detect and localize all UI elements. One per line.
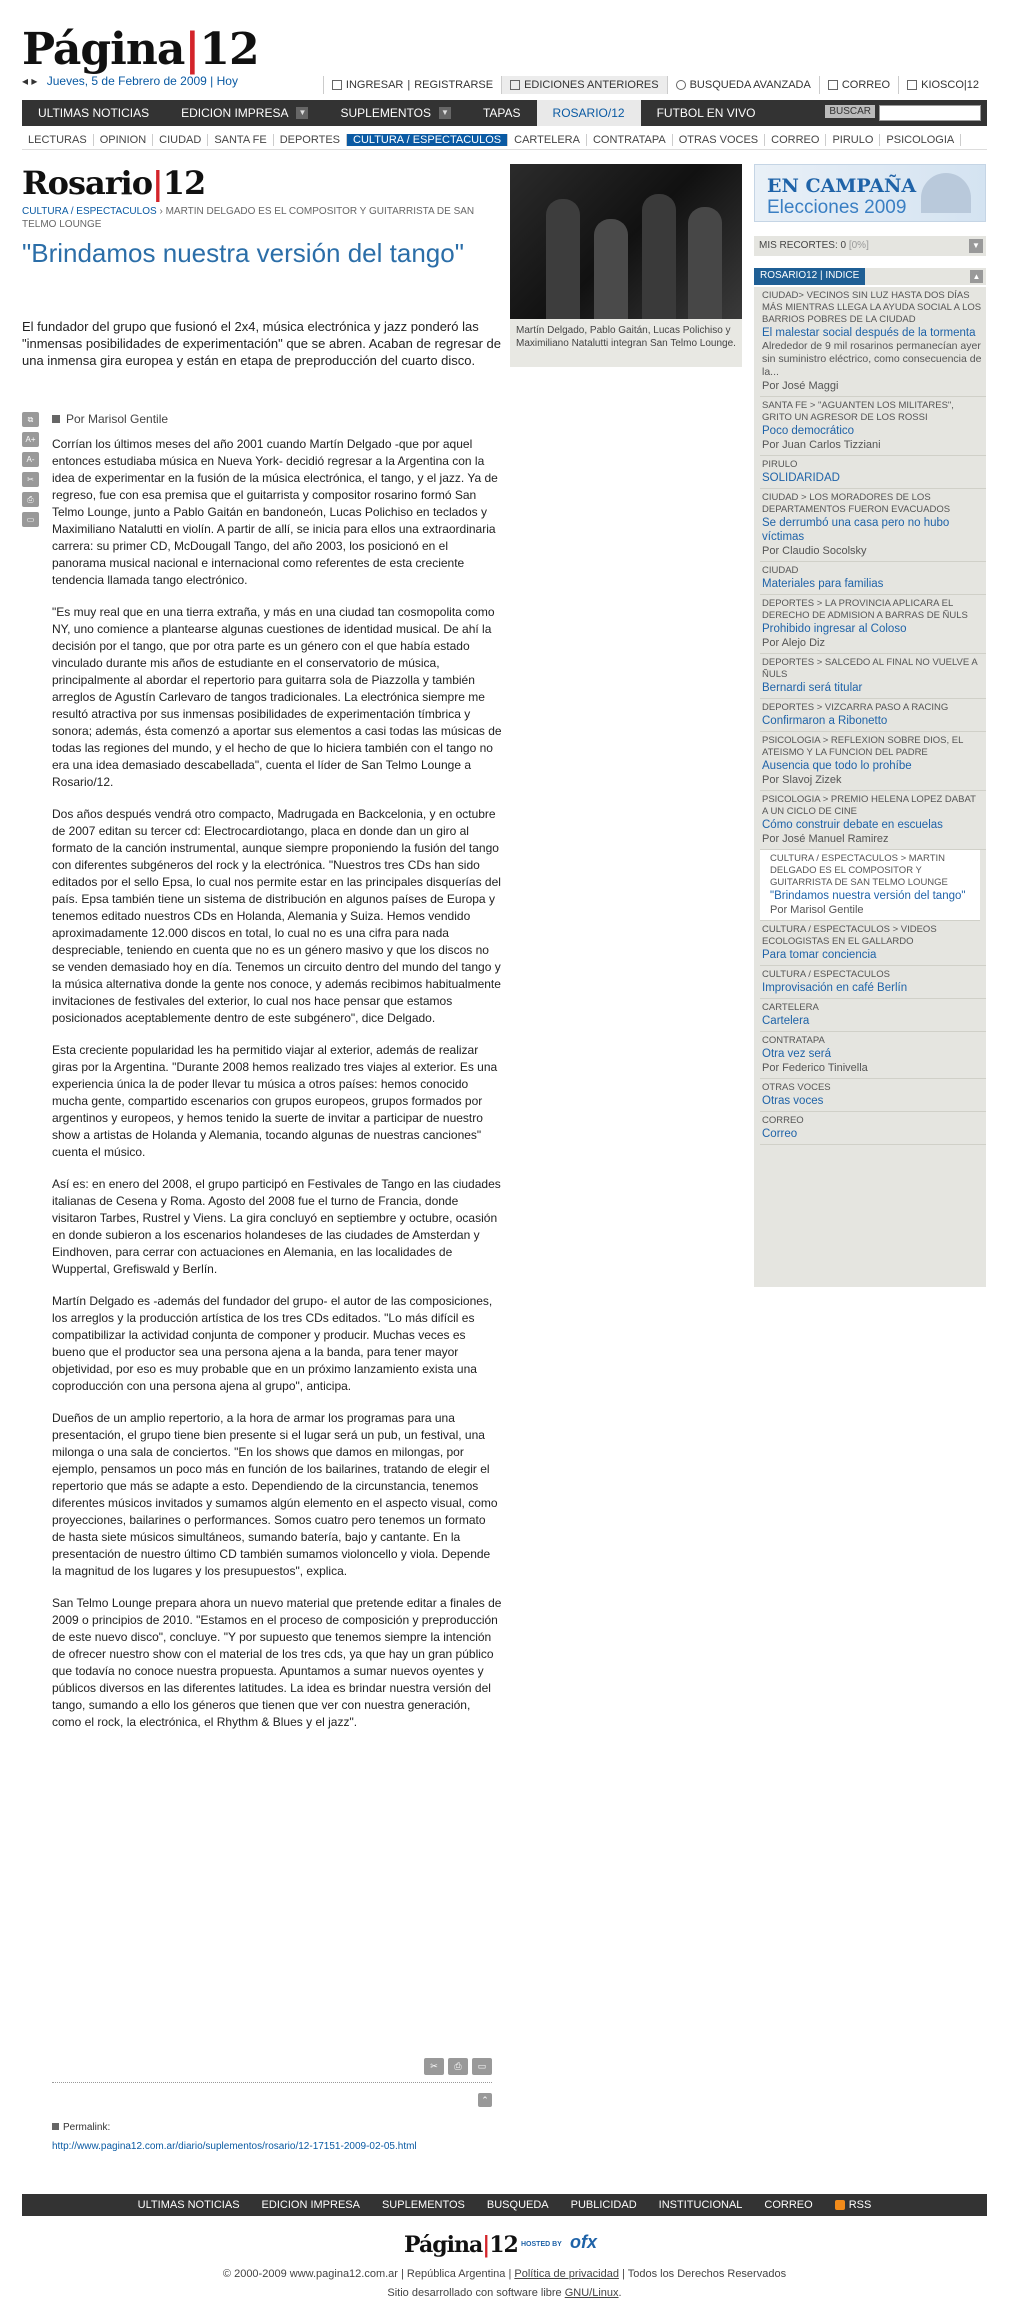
main-nav	[22, 100, 987, 126]
kiosco-link[interactable]	[898, 76, 987, 94]
article-paragraph: Así es: en enero del 2008, el grupo participó en Festivales de Tango en las ciudades italianas de Cesena y Roma. Agosto del 2008 fue el turno de Francia, donde visitaron Tarbes, Rustrel y Viens. La gira concluyó en septiembre y octubre, ocasión en donde subieron a los escenarios holandeses de las ciudades de Amsterdan y Eindhoven, para cerrar con actuaciones en Alemania, en las localidades de Wuppertal, Grefiswald y Berlín.	[52, 1177, 501, 1276]
subnav-lecturas[interactable]: LECTURAS	[22, 134, 94, 146]
calendar-icon	[510, 80, 520, 90]
indice-item[interactable]	[760, 287, 986, 397]
indice-item[interactable]	[760, 791, 986, 850]
article-title: "Brindamos nuestra versión del tango"	[22, 238, 464, 268]
indice-kicker: CIUDAD > LOS MORADORES DE LOS DEPARTAMENTOS FUERON EVACUADOS	[762, 492, 951, 515]
chevron-down-icon[interactable]: ▼	[969, 239, 983, 253]
footer-busqueda[interactable]: BUSQUEDA	[486, 2199, 549, 2211]
indice-item[interactable]	[760, 1112, 986, 1145]
indice-item[interactable]	[760, 562, 986, 595]
footer-nav	[22, 2194, 987, 2216]
indice-item[interactable]	[760, 397, 986, 456]
article-paragraph: Esta creciente popularidad les ha permitido viajar al exterior, además de realizar giras por la Argentina. "Durante 2008 hemos realizado tres viajes al exterior. Es una experiencia única la de poder llevar tu música a otros países: hemos conocido mucha gente, compartido escenarios con grupos europeos, grupos formados por argentinos y europeos, y hemos tenido la suerte de invitar a participar de nuestro show a artistas de Holanda y Alemania, tocando algunas de nuestras canciones" cuenta el músico.	[52, 1043, 498, 1159]
sub-nav	[22, 130, 987, 150]
subnav-santa-fe[interactable]: SANTA FE	[208, 134, 273, 146]
article-paragraph: Dueños de un amplio repertorio, a la hora de armar los programas para una presentación, el grupo tiene bien presente si el lugar será un pub, un festival, una milonga o una sala de conciertos. "En los shows que damos en milongas, por ejemplo, pensamos un poco más en función de los bailarines, tratando de elegir el repertorio que más se adapte a esto. Dependiendo de la circunstancia, tenemos diferentes músicos invitados y sumamos algún elemento en el aspecto visual, como proyecciones, bailarines o performances. Somos cuatro pero tenemos un formato de hasta siete músicos simultáneos, sumando batería, bajo y cantante. En la presentación de nuestro último CD también sumamos violoncello y viola. Depende la magnitud de los lugares y los presupuestos", explica.	[52, 1411, 498, 1578]
footer-rss[interactable]	[835, 2199, 872, 2211]
campaign-title: EN CAMPAÑA	[767, 175, 917, 197]
top-links	[323, 76, 987, 94]
indice-kicker: CULTURA / ESPECTACULOS > MARTIN DELGADO ES EL COMPOSITOR Y GUITARRISTA DE SAN TELMO LOUNGE	[770, 853, 948, 888]
breadcrumb-current: MARTIN DELGADO ES EL COMPOSITOR Y GUITARRISTA DE SAN TELMO LOUNGE	[22, 206, 475, 230]
indice-byline: Por Juan Carlos Tizziani	[762, 439, 881, 451]
breadcrumb-separator: ›	[156, 206, 166, 217]
ediciones-anteriores-link[interactable]	[501, 76, 666, 94]
section-logo[interactable]: Rosario|12	[22, 164, 206, 202]
hoy-link[interactable]: Hoy	[216, 74, 238, 88]
nav-edicion-impresa[interactable]	[165, 100, 324, 126]
indice-headline[interactable]: Ausencia que todo lo prohíbe	[762, 760, 912, 772]
indice-kicker: DEPORTES > LA PROVINCIA APLICARA EL DERECHO DE ADMISION A BARRAS DE ÑULS	[762, 598, 968, 621]
article-photo[interactable]	[510, 164, 742, 319]
indice-kicker: PSICOLOGIA > PREMIO HELENA LOPEZ DABAT A UN CICLO DE CINE	[762, 794, 976, 817]
indice-kicker: CULTURA / ESPECTACULOS	[762, 969, 890, 980]
subnav-deportes[interactable]: DEPORTES	[274, 134, 347, 146]
print-icon[interactable]: ⎙	[22, 492, 39, 507]
nav-label: TAPAS	[482, 106, 521, 120]
footer-suplementos[interactable]: SUPLEMENTOS	[381, 2199, 465, 2211]
congress-dome-icon	[921, 173, 971, 213]
campaign-banner[interactable]	[754, 164, 986, 222]
article-paragraph: Martín Delgado es -además del fundador del grupo- el autor de las composiciones, los arreglos y la producción artística de los tres CDs editados. "Lo más difícil es compatibilizar la actividad conjunta de componer y producir. Muchas veces es bueno que el productor sea una persona ajena a la banda, para tener mayor objetividad, por eso es muy probable que en un próximo lanzamiento exista una coproducción con una persona ajena al grupo", anticipa.	[52, 1294, 493, 1393]
indice-headline[interactable]: Para tomar conciencia	[762, 949, 877, 961]
login-links: INGRESAR | REGISTRARSE	[323, 76, 501, 94]
hosted-by-label: HOSTED BY	[521, 2241, 562, 2248]
indice-item[interactable]	[760, 921, 986, 966]
search-icon	[676, 80, 686, 90]
author-name: Por Marisol Gentile	[66, 412, 169, 426]
search-label: BUSCAR	[825, 105, 875, 118]
cart-icon	[907, 80, 917, 90]
photo-caption: Martín Delgado, Pablo Gaitán, Lucas Polichiso y Maximiliano Natalutti integran San Telmo Lounge.	[510, 319, 742, 367]
search-input[interactable]	[879, 105, 981, 121]
bullet-icon	[52, 2123, 59, 2130]
bullet-icon	[52, 415, 60, 423]
copyright	[0, 2268, 1009, 2280]
footer-correo[interactable]: CORREO	[764, 2199, 813, 2211]
subnav-ciudad[interactable]: CIUDAD	[153, 134, 208, 146]
indice-headline[interactable]: El malestar social después de la tormenta	[762, 327, 976, 339]
busqueda-avanzada-label: BUSQUEDA AVANZADA	[689, 79, 811, 91]
bottom-tools	[424, 2058, 492, 2075]
divider	[52, 2082, 492, 2083]
footer-edicion-impresa[interactable]: EDICION IMPRESA	[261, 2199, 360, 2211]
lock-icon	[332, 80, 342, 90]
nav-rosario12[interactable]	[537, 100, 641, 126]
busqueda-avanzada-link[interactable]	[667, 76, 819, 94]
correo-link[interactable]	[819, 76, 898, 94]
indice-kicker: CIUDAD> VECINOS SIN LUZ HASTA DOS DÍAS MÁS MIENTRAS LLEGA LA AYUDA SOCIAL A LOS BARRIOS POBRES DE LA CIUDAD	[762, 290, 982, 325]
prev-next-arrows-icon[interactable]: ◂ ▸	[22, 74, 38, 88]
indice-kicker: CONTRATAPA	[762, 1035, 825, 1046]
indice-item[interactable]	[760, 699, 986, 732]
subnav-correo[interactable]: CORREO	[765, 134, 826, 146]
subnav-otras-voces[interactable]: OTRAS VOCES	[673, 134, 765, 146]
photo-figure	[546, 199, 580, 319]
photo-figure	[594, 219, 628, 319]
copyright-suffix: | Todos los Derechos Reservados	[622, 2268, 787, 2280]
mail-icon	[828, 80, 838, 90]
rss-icon	[835, 2200, 845, 2210]
subnav-psicologia[interactable]: PSICOLOGIA	[880, 134, 961, 146]
date-text: Jueves, 5 de Febrero de 2009	[46, 74, 207, 88]
indice-item[interactable]	[760, 456, 986, 489]
footer-ultimas-noticias[interactable]: ULTIMAS NOTICIAS	[137, 2199, 240, 2211]
indice-kicker: PSICOLOGIA > REFLEXION SOBRE DIOS, EL ATEISMO Y LA FUNCION DEL PADRE	[762, 735, 964, 758]
software-suffix: .	[618, 2287, 622, 2299]
indice-kicker: DEPORTES > SALCEDO AL FINAL NO VUELVE A ÑULS	[762, 657, 978, 680]
breadcrumb-section-link[interactable]: CULTURA / ESPECTACULOS	[22, 206, 157, 217]
indice-headline[interactable]: Bernardi será titular	[762, 682, 863, 694]
indice-item[interactable]	[760, 966, 986, 999]
indice-byline: Por Slavoj Zizek	[762, 774, 842, 786]
indice-item[interactable]	[760, 489, 986, 562]
indice-kicker: PIRULO	[762, 459, 798, 470]
recortes-count: [0%]	[848, 240, 869, 251]
footer-logo[interactable]: Página|12	[404, 2232, 518, 2258]
recortes-label: MIS RECORTES: 0	[759, 240, 847, 251]
photo-figure	[688, 207, 722, 319]
indice-summary: Alrededor de 9 mil rosarinos permanecían ayer sin suministro eléctrico, como consecuencia de la...	[762, 340, 982, 378]
kiosco-label: KIOSCO|12	[921, 79, 979, 91]
nav-label: ULTIMAS NOTICIAS	[38, 106, 150, 120]
ingresar-link[interactable]: INGRESAR	[345, 79, 404, 91]
chevron-down-icon[interactable]: ▼	[439, 107, 451, 119]
indice-item[interactable]	[760, 732, 986, 791]
indice-kicker: CARTELERA	[762, 1002, 819, 1013]
indice-headline[interactable]: Otra vez será	[762, 1048, 832, 1060]
subnav-pirulo[interactable]: PIRULO	[826, 134, 880, 146]
dateline: ◂ ▸ Jueves, 5 de Febrero de 2009 | Hoy	[22, 74, 238, 88]
clip-icon[interactable]: ⧉	[22, 412, 39, 427]
footer-publicidad[interactable]: PUBLICIDAD	[570, 2199, 637, 2211]
software-text: Sitio desarrollado con software libre	[387, 2287, 562, 2299]
indice-kicker: CORREO	[762, 1115, 804, 1126]
chevron-up-icon[interactable]: ▲	[970, 270, 983, 283]
indice-headline[interactable]: Se derrumbó una casa pero no hubo víctimas	[762, 517, 950, 543]
host-logo[interactable]: ofx	[570, 2232, 597, 2252]
share-icon[interactable]: ✂	[424, 2058, 444, 2075]
indice-list	[754, 287, 986, 1287]
indice-item[interactable]	[760, 654, 986, 699]
campaign-subtitle: Elecciones 2009	[767, 197, 907, 218]
article-paragraph: "Es muy real que en una tierra extraña, y más en una ciudad tan cosmopolita como NY, uno comience a plantearse algunas cuestiones de identidad musical. De ahí la decisión por el tango, que por otra parte es un género con el que había estado vinculado durante mis años de estudiante en el conservatorio de música, principalmente al abordar el repertorio para guitarra sola de Piazzolla y también arreglos de Agustín Carlevaro de tangos tradicionales. La electrónica siempre me resultó atractiva por sus inmensas posibilidades de experimentación tímbrica y sonora; además, ésta comenzó a aportar sus elementos a casi todas las músicas de todas las regiones del mundo, y el hecho de que lo hiciera también con el tango no era una idea demasiado descabellada", cuenta el líder de San Telmo Lounge a Rosario/12.	[52, 605, 502, 789]
subnav-cultura-espectaculos[interactable]: CULTURA / ESPECTACULOS	[347, 134, 508, 146]
indice-headline[interactable]: Confirmaron a Ribonetto	[762, 715, 888, 727]
nav-futbol-en-vivo[interactable]	[641, 100, 772, 126]
nav-label: EDICION IMPRESA	[181, 106, 289, 120]
breadcrumb	[22, 205, 502, 231]
indice-headline[interactable]: Prohibido ingresar al Coloso	[762, 623, 907, 635]
nav-tapas[interactable]	[467, 100, 537, 126]
indice-headline[interactable]: Correo	[762, 1128, 798, 1140]
indice-byline: Por Claudio Socolsky	[762, 545, 867, 557]
nav-suplementos[interactable]	[324, 100, 466, 126]
site-logo[interactable]: Página|12	[22, 24, 259, 75]
article-author	[52, 412, 168, 426]
indice-item[interactable]	[760, 1032, 986, 1079]
comment-icon[interactable]: ▭	[22, 512, 39, 527]
subnav-opinion[interactable]: OPINION	[94, 134, 153, 146]
article-tools	[22, 412, 40, 527]
indice-tag: ROSARIO12 | INDICE	[754, 268, 865, 285]
correo-label: CORREO	[841, 79, 891, 91]
article-paragraph: Dos años después vendrá otro compacto, Madrugada en Backcelonia, y en octubre de 2007 editan su tercer cd: Electrocardiotango, placa en donde dan un giro al formato de la canción instrumental, aunque siempre proponiendo la fusión del tango con diferentes subgéneros del rock y la electrónica. "Nuestros tres CDs han sido editados por el sello Epsa, lo cual nos permite estar en las principales disquerías del país. Epsa también tiene un sistema de distribución en algunos países de Europa y tenemos editado nuestros CDs en Holanda, Alemania y Suiza. Hemos vendido aproximadamente 12.000 discos en total, lo cual no es una cifra para nada despreciable, teniendo en cuenta que no es un género masivo y que los discos no se venden demasiado hoy en día. Tenemos un circuito dentro del mundo del tango y la música alternativa donde la gente nos conoce, y además recibimos habitualmente invitaciones de festivales del exterior, lo cual nos hace pensar que estamos posicionados aceptablemente dentro de este subgénero", dice Delgado.	[52, 807, 501, 1025]
permalink-label-text: Permalink:	[63, 2122, 111, 2133]
font-decrease-icon[interactable]: A-	[22, 452, 39, 467]
print-icon[interactable]: ⎙	[448, 2058, 468, 2075]
article-body	[52, 436, 502, 1746]
photo-figure	[642, 194, 676, 319]
indice-byline: Por Federico Tinivella	[762, 1062, 868, 1074]
indice-byline: Por José Manuel Ramirez	[762, 833, 889, 845]
indice-headline[interactable]: SOLIDARIDAD	[762, 472, 840, 484]
indice-headline[interactable]: Improvisación en café Berlín	[762, 982, 908, 994]
indice-kicker: CIUDAD	[762, 565, 799, 576]
permalink-label	[52, 2122, 110, 2133]
indice-item[interactable]	[760, 999, 986, 1032]
ediciones-anteriores-label: EDICIONES ANTERIORES	[524, 79, 659, 91]
comment-icon[interactable]: ▭	[472, 2058, 492, 2075]
copyright-text: © 2000-2009 www.pagina12.com.ar | República Argentina |	[222, 2268, 512, 2280]
indice-kicker: SANTA FE > "AGUANTEN LOS MILITARES", GRITO UN AGRESOR DE LOS ROSSI	[762, 400, 954, 423]
header	[22, 24, 987, 94]
software-note	[0, 2287, 1009, 2299]
indice-item[interactable]	[760, 850, 980, 921]
article-paragraph: San Telmo Lounge prepara ahora un nuevo material que pretende editar a finales de 2009 o principios de 2010. "Estamos en el proceso de composición y preproducción de este nuevo disco", concluye. "Y por supuesto que tenemos siempre la intención de ofrecer nuestro show con el material de los tres cds, ya que hay un gran público que todavía no conoce nuestra propuesta. Apuntamos a sumar nuevos oyentes y públicos diversos en las diferentes latitudes. La idea es brindar nuestra versión del tango, sumando a ello los géneros que tienen que ver con nuestra generación, como el rock, la electrónica, el Rhythm & Blues y el jazz".	[52, 1596, 502, 1729]
rss-label: RSS	[848, 2199, 872, 2211]
gnu-linux-link[interactable]: GNU/Linux	[564, 2287, 619, 2299]
nav-ultimas-noticias[interactable]	[22, 100, 165, 126]
article-paragraph: Corrían los últimos meses del año 2001 cuando Martín Delgado -que por aquel entonces estudiaba música en Nueva York- decidió regresar a la Argentina con la idea de experimentar en la fusión de la música electrónica, el tango, y el jazz. Ya de regreso, fue con esa premisa que el guitarrista y compositor rosarino formó San Telmo Lounge, junto a Pablo Gaitán en bandoneón, Lucas Polichiso en teclados y Maximiliano Natalutti en violín. A partir de allí, se inicia para ellos una extraordinaria carrera: su primer CD, McDougall Tango, del año 2003, los posicionó en el panorama musical nacional e internacional como referentes de esta creciente tendencia llamada tango electrónico.	[52, 437, 498, 587]
indice-headline[interactable]: Cómo construir debate en escuelas	[762, 819, 943, 831]
subnav-contratapa[interactable]: CONTRATAPA	[587, 134, 673, 146]
chevron-down-icon[interactable]: ▼	[296, 107, 308, 119]
subnav-cartelera[interactable]: CARTELERA	[508, 134, 587, 146]
mis-recortes[interactable]	[754, 236, 986, 256]
indice-byline: Por Marisol Gentile	[770, 904, 864, 916]
indice-headline[interactable]: "Brindamos nuestra versión del tango"	[770, 890, 966, 902]
indice-header	[754, 268, 986, 285]
indice-byline: Por Alejo Diz	[762, 637, 825, 649]
permalink-link[interactable]: http://www.pagina12.com.ar/diario/suplementos/rosario/12-17151-2009-02-05.html	[52, 2141, 417, 2152]
footer-institucional[interactable]: INSTITUCIONAL	[658, 2199, 743, 2211]
nav-label: FUTBOL EN VIVO	[656, 106, 756, 120]
indice-kicker: DEPORTES > VIZCARRA PASO A RACING	[762, 702, 949, 713]
indice-item[interactable]	[760, 595, 986, 654]
indice-item[interactable]	[760, 1079, 986, 1112]
registrarse-link[interactable]: REGISTRARSE	[414, 79, 494, 91]
indice-headline[interactable]: Cartelera	[762, 1015, 810, 1027]
indice-kicker: OTRAS VOCES	[762, 1082, 831, 1093]
indice-headline[interactable]: Materiales para familias	[762, 578, 884, 590]
nav-label: SUPLEMENTOS	[340, 106, 431, 120]
nav-label: ROSARIO/12	[552, 106, 625, 120]
privacy-link[interactable]: Política de privacidad	[514, 2268, 619, 2280]
font-increase-icon[interactable]: A+	[22, 432, 39, 447]
indice-kicker: CULTURA / ESPECTACULOS > VIDEOS ECOLOGISTAS EN EL GALLARDO	[762, 924, 937, 947]
indice-headline[interactable]: Poco democrático	[762, 425, 855, 437]
back-to-top-icon[interactable]: ⌃	[478, 2093, 492, 2107]
share-icon[interactable]: ✂	[22, 472, 39, 487]
indice-headline[interactable]: Otras voces	[762, 1095, 824, 1107]
indice-byline: Por José Maggi	[762, 380, 839, 392]
article-lead: El fundador del grupo que fusionó el 2x4, música electrónica y jazz ponderó las "inmensas posibilidades de experimentación" que se abren. Acaban de regresar de una inmensa gira europea y están en etapa de preproducción del cuarto disco.	[22, 319, 501, 368]
